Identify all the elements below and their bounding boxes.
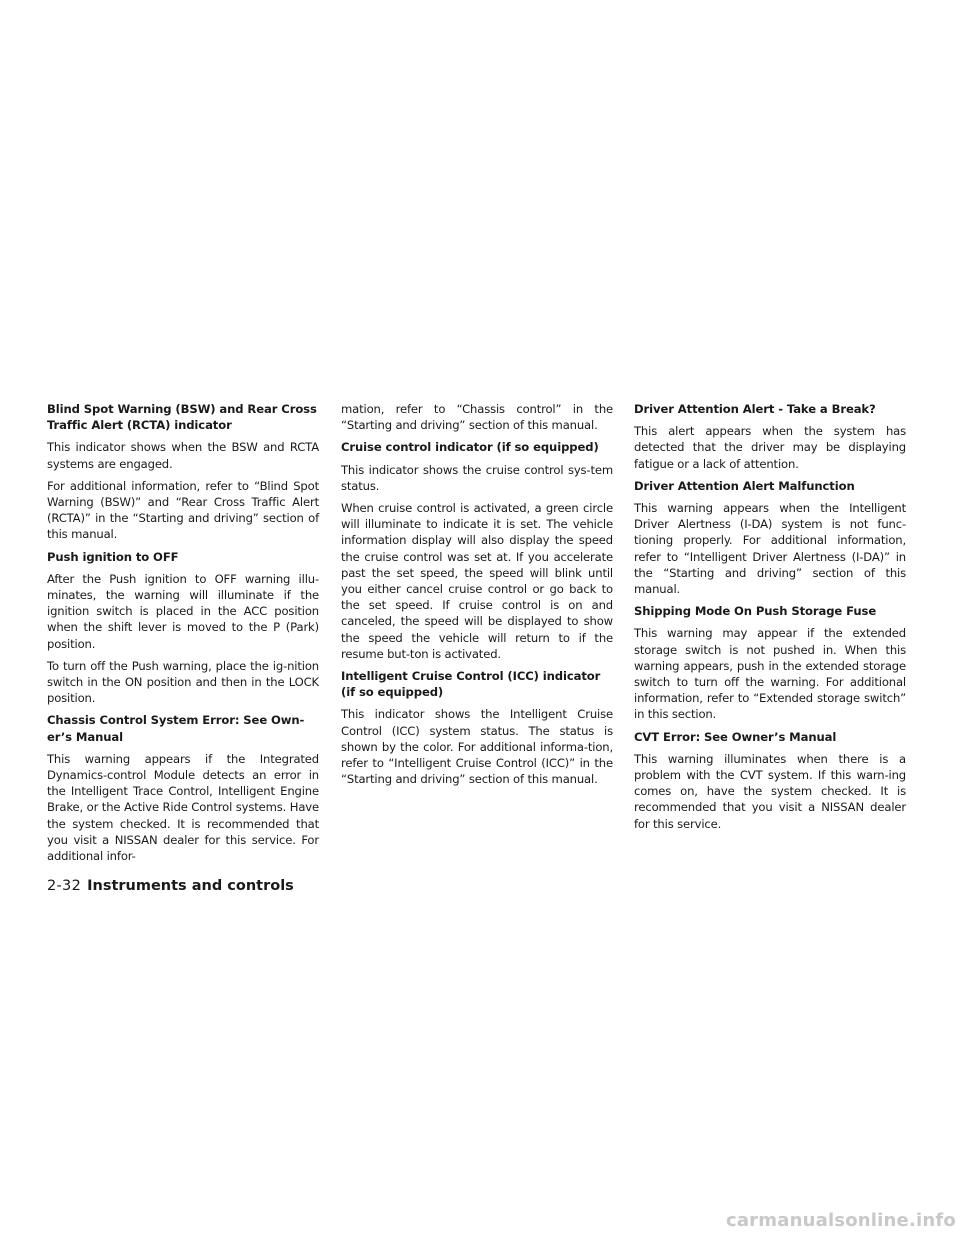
column-left [47,401,319,870]
section-heading: Chassis Control System Error: See Own-er’s Manual [47,713,305,744]
section-heading: Blind Spot Warning (BSW) and Rear Cross Traffic Alert (RCTA) indicator [47,402,317,433]
body-paragraph: This warning appears if the Integrated Dynamics-control Module detects an error in the Intelligent Trace Control, Intelligent Engine Brake, or the Active Ride Control systems. Have the system checked. It is recommended that you visit a NISSAN dealer for this service. For additional infor- [47,751,319,864]
body-paragraph: mation, refer to “Chassis control” in the “Starting and driving” section of this manual. [341,402,613,433]
body-paragraph: This indicator shows the cruise control sys-tem status. [341,462,613,493]
section-heading: Cruise control indicator (if so equipped) [341,440,599,455]
section-heading: Driver Attention Alert Malfunction [634,478,855,493]
body-paragraph: This indicator shows the Intelligent Cruise Control (ICC) system status. The status is shown by the color. For additional informa-tion, refer to “Intelligent Cruise Control (ICC)” in the “Starting and driving” section of this manual. [341,707,613,787]
column-right [634,401,906,838]
column-middle [341,401,613,793]
body-paragraph: To turn off the Push warning, place the ig-nition switch in the ON position and then in the LOCK position. [47,658,319,706]
section-heading: Push ignition to OFF [47,549,179,564]
body-paragraph: This warning may appear if the extended storage switch is not pushed in. When this warning appears, push in the extended storage switch to turn off the warning. For additional information, refer to “Extended storage switch” in this section. [634,626,906,722]
body-paragraph: When cruise control is activated, a green circle will illuminate to indicate it is set. The vehicle information display will also display the speed the cruise control was set at. If you accelerate past the set speed, the speed will blink until you either cancel cruise control or go back to the set speed. If cruise control is on and canceled, the speed will be displayed to show the speed the vehicle will return to if the resume but-ton is activated. [341,501,613,661]
chapter-title: Instruments and controls [87,878,294,894]
page-footer [47,876,294,896]
section-heading: Driver Attention Alert - Take a Break? [634,402,876,416]
section-heading: CVT Error: See Owner’s Manual [634,729,837,744]
body-paragraph: This warning illuminates when there is a problem with the CVT system. If this warn-ing comes on, have the system checked. It is recommended that you visit a NISSAN dealer for this service. [634,751,906,831]
body-paragraph: This indicator shows when the BSW and RCTA systems are engaged. [47,440,319,471]
body-paragraph: This warning appears when the Intelligent Driver Alertness (I-DA) system is not func-tioning properly. For additional information, refer to “Intelligent Driver Alertness (I-DA)” in the “Starting and driving” section of this manual. [634,501,906,597]
page-number: 2-32 [47,878,82,894]
watermark-text: carmanualsonline.info [725,1210,956,1231]
section-heading: Intelligent Cruise Control (ICC) indicator (if so equipped) [341,669,601,700]
body-paragraph: For additional information, refer to “Blind Spot Warning (BSW)” and “Rear Cross Traffic Alert (RCTA)” in the “Starting and driving” section of this manual. [47,478,319,542]
section-heading: Shipping Mode On Push Storage Fuse [634,604,877,619]
body-paragraph: This alert appears when the system has detected that the driver may be displaying fatigue or a lack of attention. [634,424,906,471]
body-paragraph: After the Push ignition to OFF warning illu-minates, the warning will illuminate if the ignition switch is placed in the ACC position when the shift lever is moved to the P (Park) position. [47,571,319,651]
